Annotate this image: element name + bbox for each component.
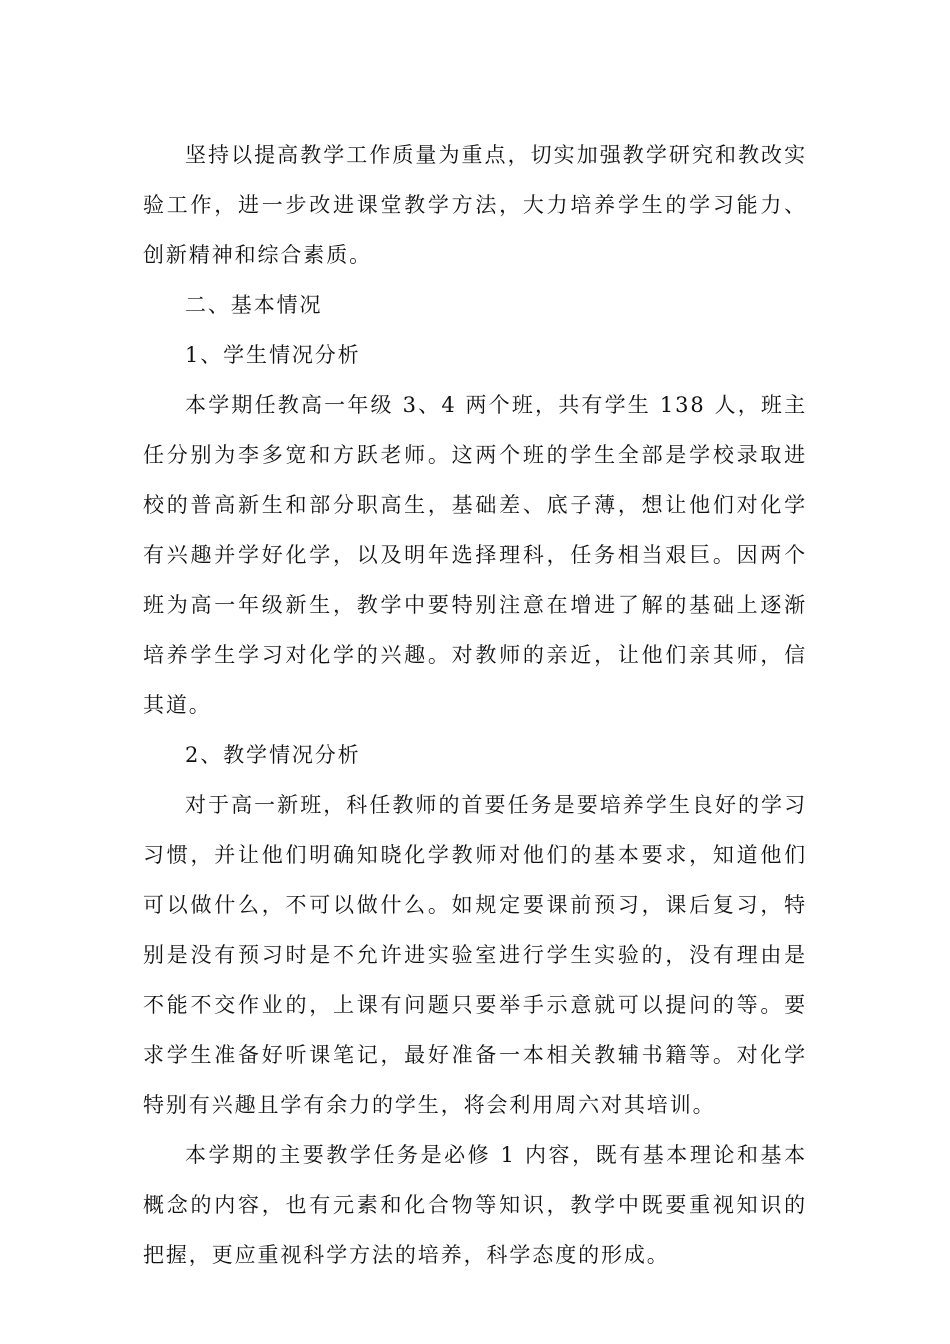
subheading-teaching-analysis: 2、教学情况分析 xyxy=(185,743,361,767)
section-heading-basic-situation: 二、基本情况 xyxy=(185,293,323,317)
paragraph-intro: 坚持以提高教学工作质量为重点，切实加强教学研究和教改实验工作，进一步改进课堂教学方法，大力培养学生的学习能力、创新精神和综合素质。 xyxy=(143,143,807,267)
subheading-student-analysis: 1、学生情况分析 xyxy=(185,343,361,367)
paragraph-teaching-analysis: 对于高一新班，科任教师的首要任务是要培养学生良好的学习习惯，并让他们明确知晓化学教师对他们的基本要求，知道他们可以做什么，不可以做什么。如规定要课前预习，课后复习，特别是没有预习时是不允许进实验室进行学生实验的，没有理由是不能不交作业的，上课有问题只要举手示意就可以提问的等。要求学生准备好听课笔记，最好准备一本相关教辅书籍等。对化学特别有兴趣且学有余力的学生，将会利用周六对其培训。 xyxy=(143,793,807,1117)
paragraph-student-analysis: 本学期任教高一年级 3、4 两个班，共有学生 138 人，班主任分别为李多宽和方跃老师。这两个班的学生全部是学校录取进校的普高新生和部分职高生，基础差、底子薄，想让他们对化学有兴趣并学好化学，以及明年选择理科，任务相当艰巨。因两个班为高一年级新生，教学中要特别注意在增进了解的基础上逐渐培养学生学习对化学的兴趣。对教师的亲近，让他们亲其师，信其道。 xyxy=(143,393,807,717)
document-body xyxy=(143,130,807,1280)
paragraph-semester-tasks: 本学期的主要教学任务是必修 1 内容，既有基本理论和基本概念的内容，也有元素和化合物等知识，教学中既要重视知识的把握，更应重视科学方法的培养，科学态度的形成。 xyxy=(143,1143,807,1267)
